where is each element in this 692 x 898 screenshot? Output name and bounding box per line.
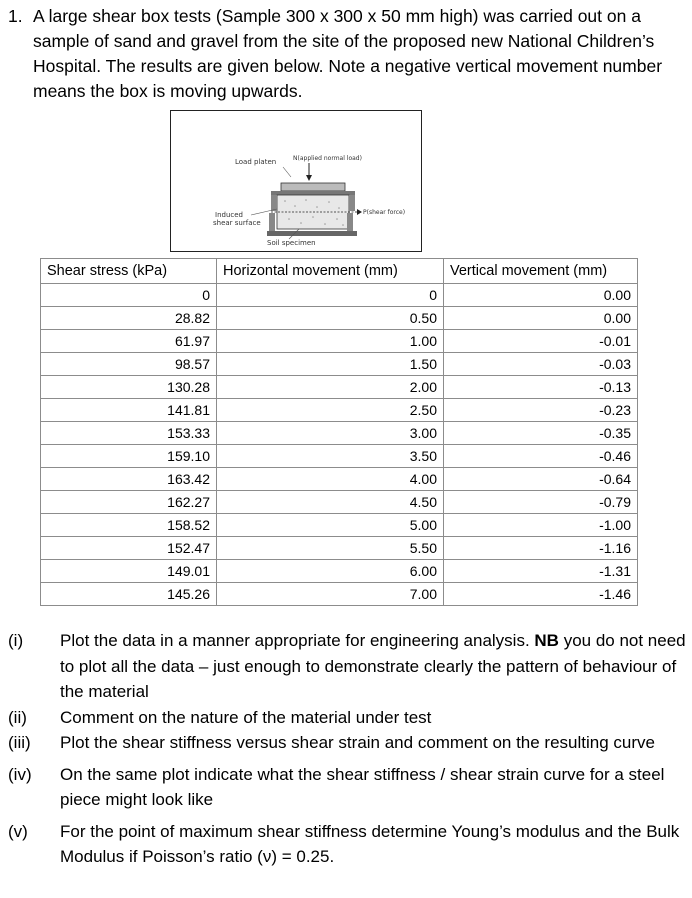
task-text: On the same plot indicate what the shear stiffness / shear strain curve for a steel piece might look like <box>60 764 665 809</box>
cell-shear-stress: 98.57 <box>41 353 217 376</box>
cell-shear-stress: 28.82 <box>41 307 217 330</box>
table-header-row <box>41 259 638 284</box>
cell-vertical-movement: -0.35 <box>444 422 638 445</box>
cell-vertical-movement: -0.13 <box>444 376 638 399</box>
question-text: A large shear box tests (Sample 300 x 300 x 50 mm high) was carried out on a sample of sand and gravel from the site of the proposed new National Children’s Hospital. The results are given below. Note a negative vertical movement number means the box is moving upwards. <box>33 6 663 101</box>
label-normal-load: N(applied normal load) <box>293 155 362 162</box>
task-item-v <box>8 819 688 870</box>
table-row <box>41 399 638 422</box>
task-text: Comment on the nature of the material under test <box>60 707 432 727</box>
table-row <box>41 491 638 514</box>
task-text: Plot the data in a manner appropriate for engineering analysis. <box>60 631 535 650</box>
cell-horizontal-movement: 7.00 <box>217 583 444 606</box>
cell-vertical-movement: -1.16 <box>444 537 638 560</box>
task-label: (iii) <box>8 733 31 752</box>
table-row <box>41 376 638 399</box>
box-base <box>267 231 357 236</box>
task-label: (i) <box>8 631 24 650</box>
cell-vertical-movement: -1.00 <box>444 514 638 537</box>
table-row <box>41 353 638 376</box>
question-number: 1. <box>8 6 23 26</box>
cell-shear-stress: 152.47 <box>41 537 217 560</box>
cell-horizontal-movement: 3.50 <box>217 445 444 468</box>
table-row <box>41 537 638 560</box>
cell-vertical-movement: -0.03 <box>444 353 638 376</box>
task-emphasis: NB <box>534 631 559 650</box>
cell-horizontal-movement: 2.50 <box>217 399 444 422</box>
cell-shear-stress: 162.27 <box>41 491 217 514</box>
cell-vertical-movement: -0.01 <box>444 330 638 353</box>
cell-vertical-movement: -0.23 <box>444 399 638 422</box>
task-item-i <box>8 628 688 705</box>
cell-horizontal-movement: 6.00 <box>217 560 444 583</box>
cell-vertical-movement: -0.64 <box>444 468 638 491</box>
cell-vertical-movement: -1.46 <box>444 583 638 606</box>
table-body <box>41 284 638 606</box>
task-label: (ii) <box>8 707 27 727</box>
label-soil-specimen: Soil specimen <box>267 239 316 247</box>
table-row <box>41 445 638 468</box>
table-row <box>41 468 638 491</box>
task-label: (iv) <box>8 764 32 784</box>
cell-shear-stress: 145.26 <box>41 583 217 606</box>
cell-horizontal-movement: 4.50 <box>217 491 444 514</box>
cell-vertical-movement: 0.00 <box>444 284 638 307</box>
cell-vertical-movement: -0.46 <box>444 445 638 468</box>
table-row <box>41 560 638 583</box>
cell-horizontal-movement: 0.50 <box>217 307 444 330</box>
cell-shear-stress: 158.52 <box>41 514 217 537</box>
cell-shear-stress: 141.81 <box>41 399 217 422</box>
task-label: (v) <box>8 821 28 841</box>
task-item-iii <box>8 730 688 756</box>
cell-vertical-movement: -1.31 <box>444 560 638 583</box>
header-horizontal-movement: Horizontal movement (mm) <box>217 259 444 284</box>
header-vertical-movement: Vertical movement (mm) <box>444 259 638 284</box>
cell-shear-stress: 163.42 <box>41 468 217 491</box>
cell-horizontal-movement: 4.00 <box>217 468 444 491</box>
cell-horizontal-movement: 0 <box>217 284 444 307</box>
cell-horizontal-movement: 5.50 <box>217 537 444 560</box>
label-load-platen: Load platen <box>235 158 277 166</box>
task-text: For the point of maximum shear stiffness determine Young’s modulus and the Bulk Modulus if Poisson’s ratio (ν) = 0.25. <box>60 821 680 866</box>
shear-box-diagram <box>170 110 422 252</box>
table-row <box>41 583 638 606</box>
task-text-cont: you do not need to plot all the data – just enough to demonstrate clearly the pattern of behaviour of the material <box>60 631 686 701</box>
question-intro <box>8 4 684 104</box>
task-text: Plot the shear stiffness versus shear strain and comment on the resulting curve <box>60 733 655 752</box>
shear-box-svg <box>171 111 421 251</box>
cell-horizontal-movement: 5.00 <box>217 514 444 537</box>
task-item-iv <box>8 762 688 813</box>
header-shear-stress: Shear stress (kPa) <box>41 259 217 284</box>
table-row <box>41 330 638 353</box>
cell-horizontal-movement: 3.00 <box>217 422 444 445</box>
cell-vertical-movement: 0.00 <box>444 307 638 330</box>
label-shear-surface: shear surface <box>213 219 261 227</box>
cell-shear-stress: 130.28 <box>41 376 217 399</box>
cell-horizontal-movement: 1.00 <box>217 330 444 353</box>
shear-test-table <box>40 258 638 606</box>
table-row <box>41 422 638 445</box>
cell-horizontal-movement: 2.00 <box>217 376 444 399</box>
table-row <box>41 514 638 537</box>
label-shear-force: P(shear force) <box>363 209 406 216</box>
cell-shear-stress: 0 <box>41 284 217 307</box>
cell-vertical-movement: -0.79 <box>444 491 638 514</box>
cell-shear-stress: 61.97 <box>41 330 217 353</box>
label-induced: Induced <box>215 211 243 219</box>
table-row <box>41 284 638 307</box>
table-row <box>41 307 638 330</box>
task-item-ii <box>8 705 688 731</box>
load-platen <box>281 183 345 191</box>
cell-shear-stress: 159.10 <box>41 445 217 468</box>
task-list <box>8 628 688 870</box>
cell-shear-stress: 153.33 <box>41 422 217 445</box>
cell-shear-stress: 149.01 <box>41 560 217 583</box>
cell-horizontal-movement: 1.50 <box>217 353 444 376</box>
